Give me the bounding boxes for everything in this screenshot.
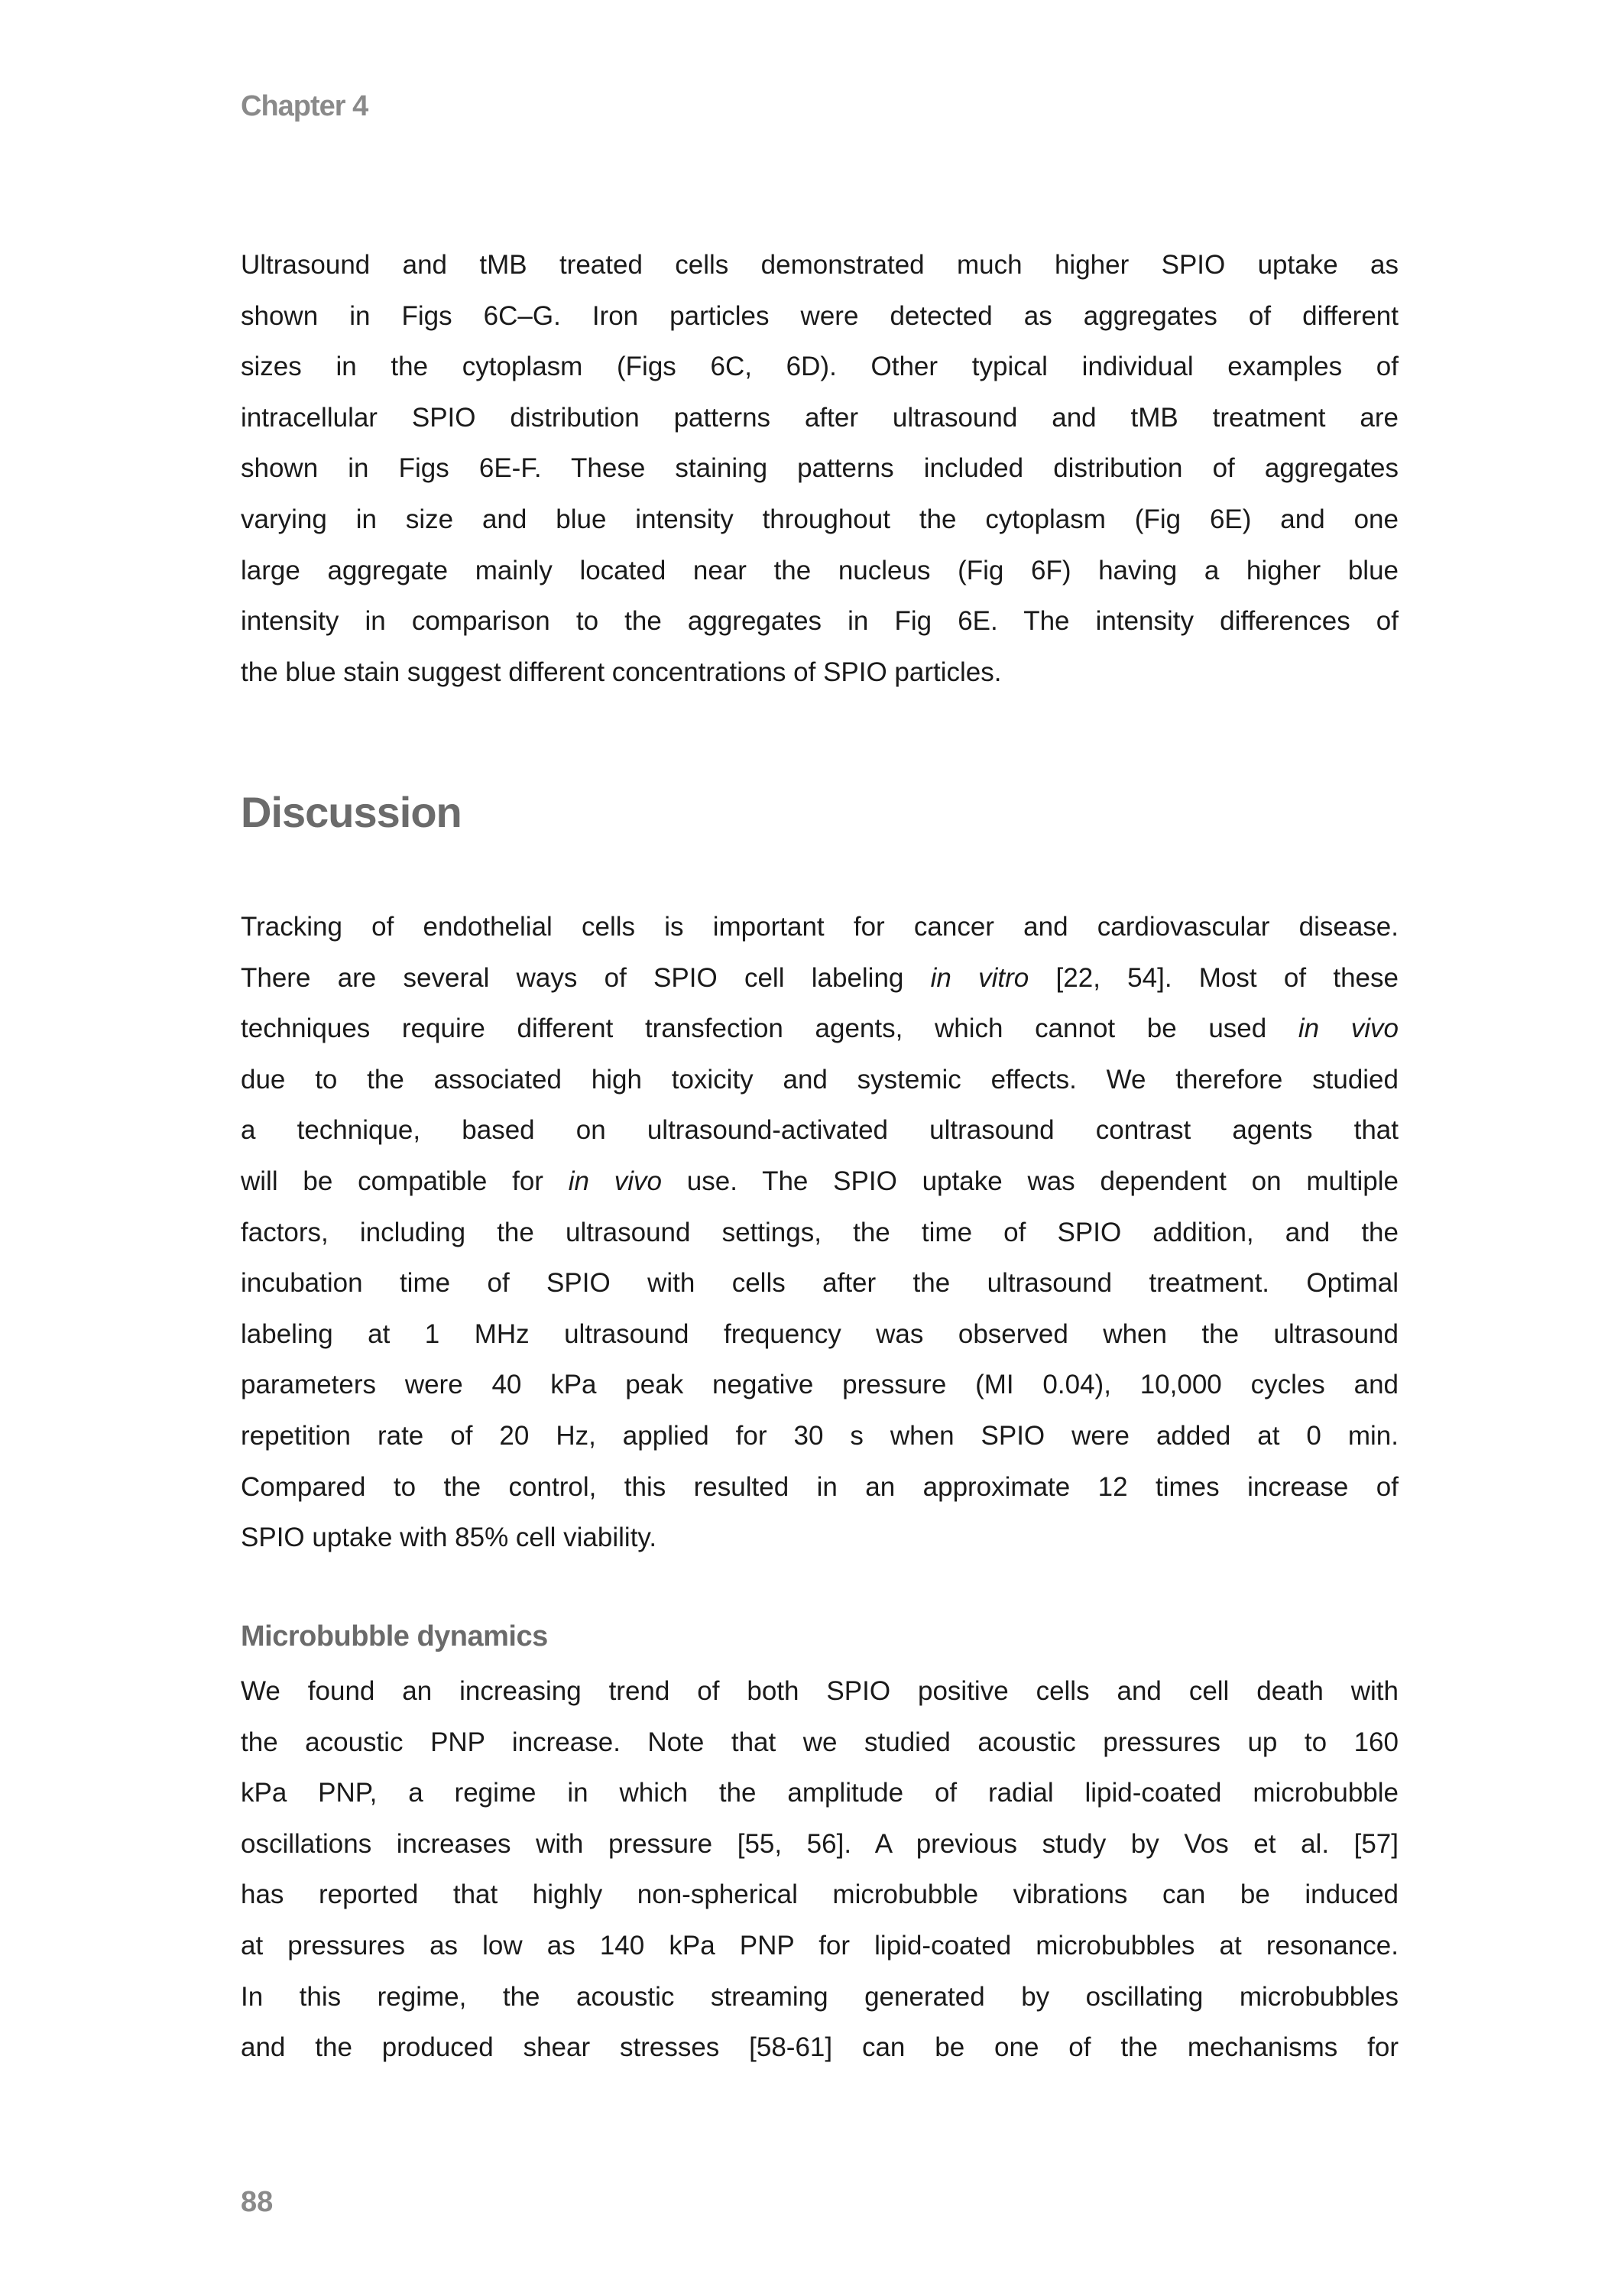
- text-segment: parameters were 40 kPa peak negative pressure (MI 0.04), 10,000 cycles and: [241, 1370, 1399, 1400]
- text-segment: the acoustic PNP increase. Note that we studied acoustic pressures up to 160: [241, 1727, 1399, 1757]
- text-line: [241, 1309, 1399, 1361]
- text-line: [241, 546, 1399, 597]
- text-segment: repetition rate of 20 Hz, applied for 30 s when SPIO were added at 0 min.: [241, 1420, 1399, 1451]
- text-line: [241, 1972, 1399, 2023]
- text-line: [241, 902, 1399, 953]
- text-line: [241, 495, 1399, 546]
- text-line: [241, 1208, 1399, 1259]
- text-segment: will be compatible for: [241, 1166, 569, 1196]
- text-segment: incubation time of SPIO with cells after the ultrasound treatment. Optimal: [241, 1268, 1399, 1299]
- microbubble-paragraph: [241, 1666, 1399, 2074]
- text-line: [241, 2022, 1399, 2074]
- text-segment: the blue stain suggest different concentrations of SPIO particles.: [241, 657, 1002, 687]
- text-line: [241, 1055, 1399, 1106]
- text-segment: sizes in the cytoplasm (Figs 6C, 6D). Other typical individual examples of: [241, 352, 1399, 382]
- text-line: [241, 1258, 1399, 1309]
- text-segment: use. The SPIO uptake was dependent on multiple: [662, 1166, 1399, 1196]
- text-segment: techniques require different transfection agents, which cannot be used: [241, 1014, 1298, 1044]
- text-segment: oscillations increases with pressure [55, 56]. A previous study by Vos et al. [57]: [241, 1828, 1399, 1859]
- text-segment: and the produced shear stresses [58-61] can be one of the mechanisms for: [241, 2032, 1399, 2063]
- text-segment: at pressures as low as 140 kPa PNP for lipid-coated microbubbles at resonance.: [241, 1930, 1399, 1961]
- text-line: [241, 1462, 1399, 1513]
- text-line: [241, 1004, 1399, 1055]
- results-paragraph: [241, 240, 1399, 698]
- italic-text: in vivo: [1298, 1014, 1399, 1044]
- text-line: [241, 342, 1399, 393]
- discussion-paragraph: [241, 902, 1399, 1564]
- text-line: [241, 953, 1399, 1004]
- text-line: [241, 1156, 1399, 1208]
- page-number: 88: [241, 2186, 274, 2218]
- text-line: [241, 1513, 1399, 1564]
- microbubble-dynamics-heading: Microbubble dynamics: [241, 1620, 548, 1652]
- text-line: [241, 291, 1399, 342]
- text-segment: Compared to the control, this resulted in an approximate 12 times increase of: [241, 1471, 1399, 1502]
- text-segment: labeling at 1 MHz ultrasound frequency was observed when the ultrasound: [241, 1318, 1399, 1349]
- text-line: [241, 1717, 1399, 1769]
- italic-text: in vitro: [930, 962, 1029, 993]
- text-line: [241, 1870, 1399, 1921]
- text-line: [241, 1105, 1399, 1156]
- italic-text: in vivo: [568, 1166, 663, 1196]
- text-segment: [22, 54]. Most of these: [1029, 962, 1399, 993]
- text-line: [241, 240, 1399, 291]
- text-line: [241, 1666, 1399, 1717]
- text-segment: factors, including the ultrasound settings, the time of SPIO addition, and the: [241, 1217, 1399, 1247]
- text-segment: Ultrasound and tMB treated cells demonstrated much higher SPIO uptake as: [241, 250, 1399, 280]
- text-line: [241, 1921, 1399, 1972]
- text-segment: due to the associated high toxicity and systemic effects. We therefore studied: [241, 1064, 1399, 1095]
- text-segment: Tracking of endothelial cells is important for cancer and cardiovascular disease.: [241, 912, 1399, 942]
- text-segment: varying in size and blue intensity throughout the cytoplasm (Fig 6E) and one: [241, 504, 1399, 534]
- text-segment: has reported that highly non-spherical microbubble vibrations can be induced: [241, 1879, 1399, 1910]
- text-line: [241, 443, 1399, 495]
- text-line: [241, 393, 1399, 444]
- text-segment: a technique, based on ultrasound-activated ultrasound contrast agents that: [241, 1115, 1399, 1146]
- text-segment: intracellular SPIO distribution patterns after ultrasound and tMB treatment are: [241, 402, 1399, 433]
- text-line: [241, 596, 1399, 647]
- text-segment: shown in Figs 6C–G. Iron particles were detected as aggregates of different: [241, 300, 1399, 331]
- chapter-header: Chapter 4: [241, 90, 368, 122]
- text-segment: large aggregate mainly located near the nucleus (Fig 6F) having a higher blue: [241, 555, 1399, 585]
- text-segment: In this regime, the acoustic streaming generated by oscillating microbubbles: [241, 1981, 1399, 2012]
- discussion-heading: Discussion: [241, 788, 462, 836]
- text-segment: kPa PNP, a regime in which the amplitude of radial lipid-coated microbubble: [241, 1778, 1399, 1808]
- text-line: [241, 1819, 1399, 1870]
- text-line: [241, 1360, 1399, 1411]
- text-segment: SPIO uptake with 85% cell viability.: [241, 1523, 657, 1553]
- text-line: [241, 1768, 1399, 1819]
- text-line: [241, 1411, 1399, 1462]
- text-line: [241, 647, 1399, 699]
- text-segment: shown in Figs 6E-F. These staining patterns included distribution of aggregates: [241, 453, 1399, 484]
- text-segment: intensity in comparison to the aggregates in Fig 6E. The intensity differences of: [241, 606, 1399, 637]
- text-segment: There are several ways of SPIO cell labeling: [241, 962, 931, 993]
- text-segment: We found an increasing trend of both SPIO positive cells and cell death with: [241, 1676, 1399, 1706]
